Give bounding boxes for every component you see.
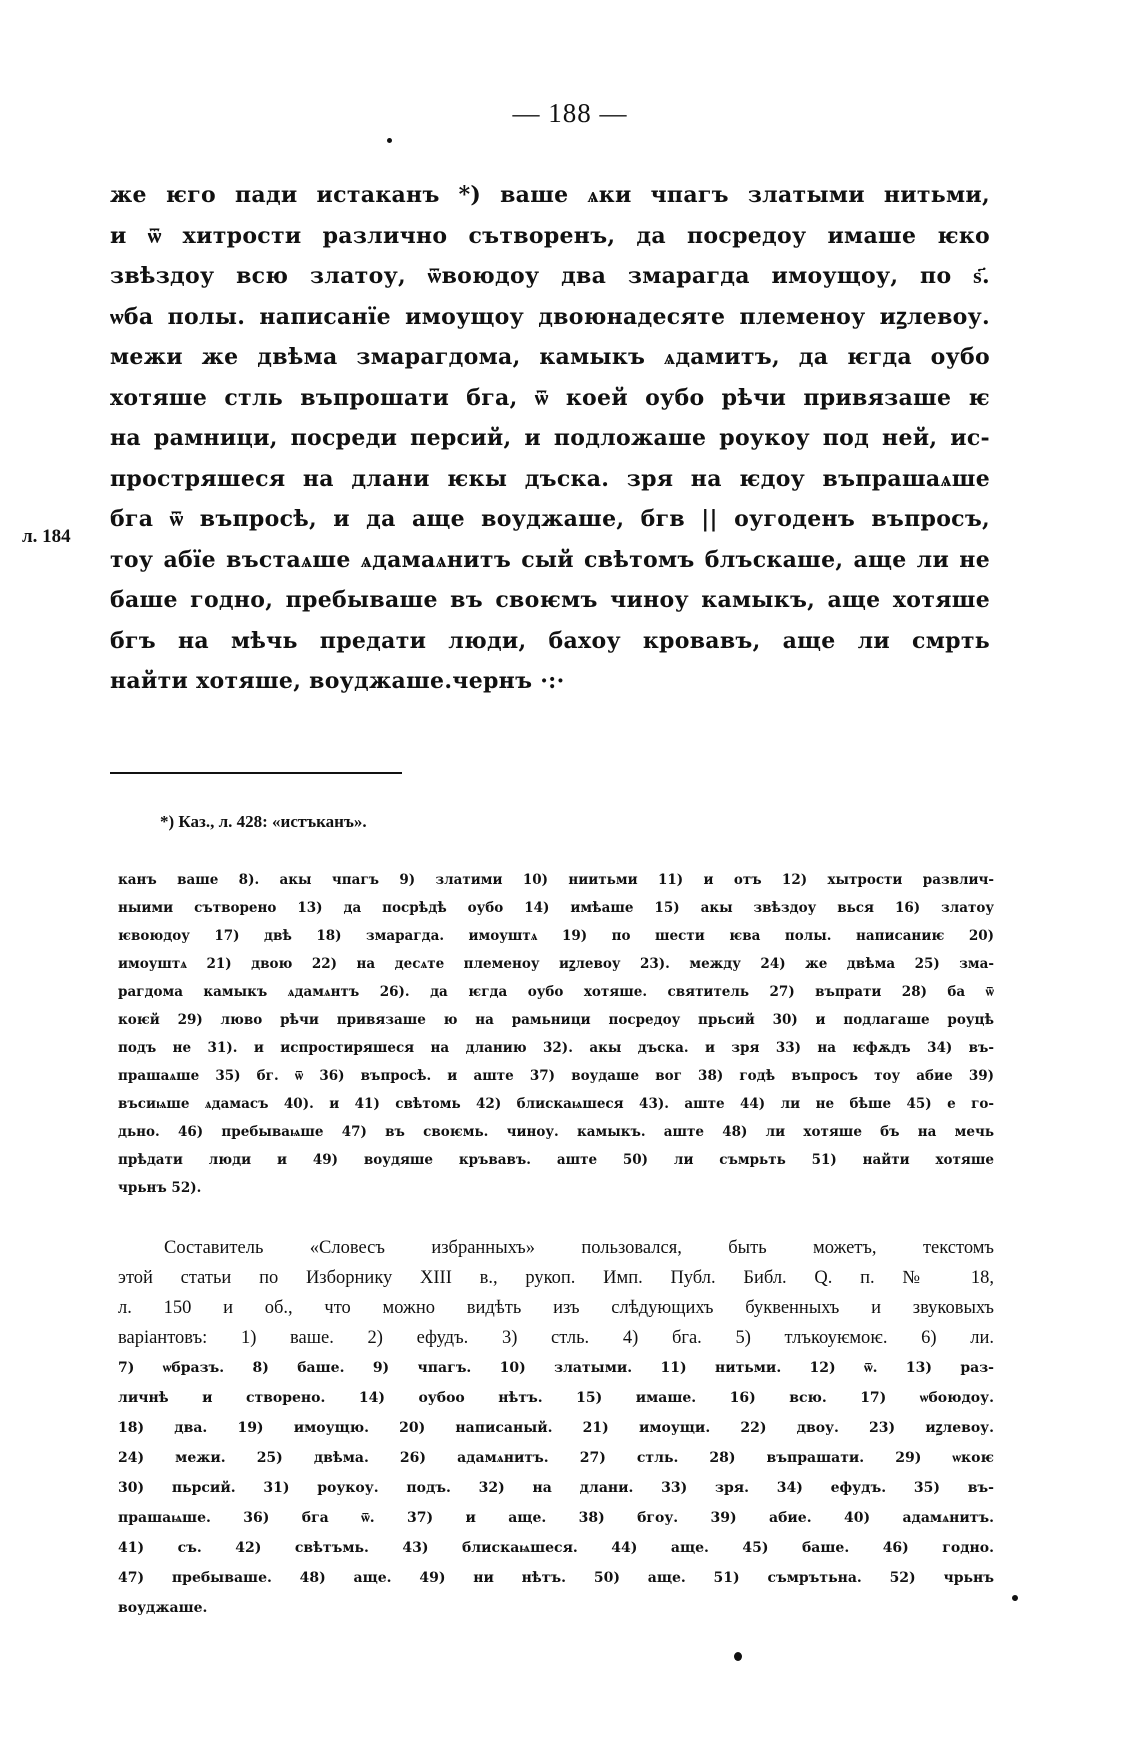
page-number: — 188 — [512,98,628,128]
ink-speck [1012,1595,1018,1601]
variant-line: чрьнъ 52). [118,1180,202,1196]
main-text-line: на рамници, посреди персий, и подложаше роукоу под ней, ис- [110,425,990,451]
ink-speck [387,138,392,143]
variant-line: ѥвоюдоу 17) двѣ 18) змарагда. имоуштѧ 19) по шести ѥва полы. написаниѥ 20) [118,928,994,944]
variant-line: прашаѧше 35) бг. ѿ 36) въпросѣ. и аште 37) воудаше вог 38) годѣ въпросъ тоу абие 39) [118,1068,994,1084]
footnote-separator-rule [110,772,402,774]
variant-line: коѥй 29) люво рѣчи привязаше ю на рамьници посредоу прьсий 30) и подлагаше роуцѣ [118,1012,994,1028]
commentary-variant-line: 24) межи. 25) двѣма. 26) адамѧнитъ. 27) стль. 28) въпрашати. 29) ѡкоѥ [118,1450,994,1466]
variant-line: прѣдати люди и 49) воудяше кръвавъ. аште 50) ли съмрьть 51) найти хотяше [118,1152,994,1168]
main-text-line: простряшеся на длани ѥкы дъска. зря на ѥдоу въпрашаѧше [110,465,990,492]
main-text-line: межи же двѣма змарагдома, камыкъ ѧдамитъ, да ѥгда оубо [110,344,990,370]
ink-speck [734,1652,742,1661]
variant-line: дьно. 46) пребываѩше 47) въ своѥмь. чиноу. камыкъ. аште 48) ли хотяше бъ на мечь [118,1124,994,1140]
main-text-line: и ѿ хитрости различно сътворенъ, да посредоу имаше ѥко [110,222,990,249]
variant-line: подъ не 31). и испростиряшеся на дланию 32). акы дъска. и зря 33) на ѥфѫдъ 34) въ- [118,1040,994,1056]
commentary-line: этой статьи по Изборнику XIII в., рукоп. Имп. Публ. Библ. Q. п. № 18, [118,1268,994,1288]
main-text-line: тоу абїе въстаѧше ѧдамаѧнитъ сый свѣтомъ блъскаше, аще ли не [110,546,990,573]
main-text-line: звѣздоу всю златоу, ѿвоюдоу два змарагда имоущоу, по ѕ҃. [110,263,990,289]
main-text-line: ѡба полы. написанїе имоущоу двоюнадесяте племеноу иꙁлевоу. [110,303,990,330]
main-text-line: бгъ на мѣчь предати люди, бахоу кровавъ, аще ли смрть [110,627,990,654]
variant-readings-block [118,866,994,1202]
commentary-variant-line: личнѣ и створено. 14) оубоо нѣтъ. 15) имаше. 16) всю. 17) ѡбоюдоу. [118,1390,994,1406]
main-text-line: найти хотяше, воуджаше.чернъ ·:· [110,668,565,694]
commentary-variant-line: 41) съ. 42) свѣтъмь. 43) блискаѩшеся. 44) аще. 45) баше. 46) годно. [118,1540,994,1556]
variant-line: имоуштѧ 21) двою 22) на десѧте племеноу иꙁлевоу 23). между 24) же двѣма 25) зма- [118,956,994,972]
variant-line: въсиѩше ѧдамасъ 40). и 41) свѣтомь 42) блискаѩшеся 43). аште 44) ли не бѣше 45) е го- [118,1096,994,1112]
commentary-variant-line: воуджаше. [118,1600,208,1616]
main-text-line: же ѥго пади истаканъ *) ваше ѧки чпагъ златыми нитьми, [110,182,990,208]
main-text-line: хотяше стль въпрошати бга, ѿ коей оубо рѣчи привязаше ѥ [110,384,990,411]
variant-line: рагдома камыкъ ѧдамѧнтъ 26). да ѥгда оубо хотяше. святитель 27) въпрати 28) ба ѿ [118,984,994,1000]
commentary-variant-line: 47) пребываше. 48) аще. 49) ни нѣтъ. 50) аще. 51) съмрътьна. 52) чрьнъ [118,1570,994,1586]
commentary-variant-line: 7) ѡбразъ. 8) баше. 9) чпагъ. 10) златыми. 11) нитьми. 12) ѿ. 13) раз- [118,1360,994,1376]
footnote: *) Каз., л. 428: «истъканъ». [160,812,367,831]
main-text-block [110,175,990,702]
main-text-line: бга ѿ въпросѣ, и да аще воуджаше, бгв || оугоденъ въпросъ, [110,506,990,532]
main-text-line: баше годно, пребываше въ своѥмъ чиноу камыкъ, аще хотяше [110,587,990,613]
margin-folio-note: л. 184 [22,526,71,547]
variant-line: ныими сътворено 13) да посрѣдѣ оубо 14) имѣаше 15) акы звѣздоу вься 16) златоу [118,900,994,916]
commentary-line: л. 150 и об., что можно видѣть изъ слѣдующихъ буквенныхъ и звуковыхъ [118,1298,994,1318]
variant-line: канъ ваше 8). акы чпагъ 9) златими 10) ниитьми 11) и отъ 12) хытрости развлич- [118,872,994,888]
commentary-variant-line: прашаѩше. 36) бга ѿ. 37) и аще. 38) бгоу. 39) абие. 40) адамѧнитъ. [118,1510,994,1526]
commentary-variant-line: 30) пьрсий. 31) роукоу. подъ. 32) на длани. 33) зря. 34) ефудъ. 35) въ- [118,1480,994,1496]
commentary-paragraph [118,1233,994,1623]
commentary-line: Составитель «Словесъ избранныхъ» пользовался, быть можетъ, текстомъ [164,1238,994,1258]
commentary-line: варіантовъ: 1) ваше. 2) ефудъ. 3) стль. 4) бга. 5) тлъкоуѥмоѥ. 6) ли. [118,1328,994,1348]
commentary-variant-line: 18) два. 19) имоущю. 20) написаный. 21) имоущи. 22) двоу. 23) иꙁлевоу. [118,1420,994,1436]
